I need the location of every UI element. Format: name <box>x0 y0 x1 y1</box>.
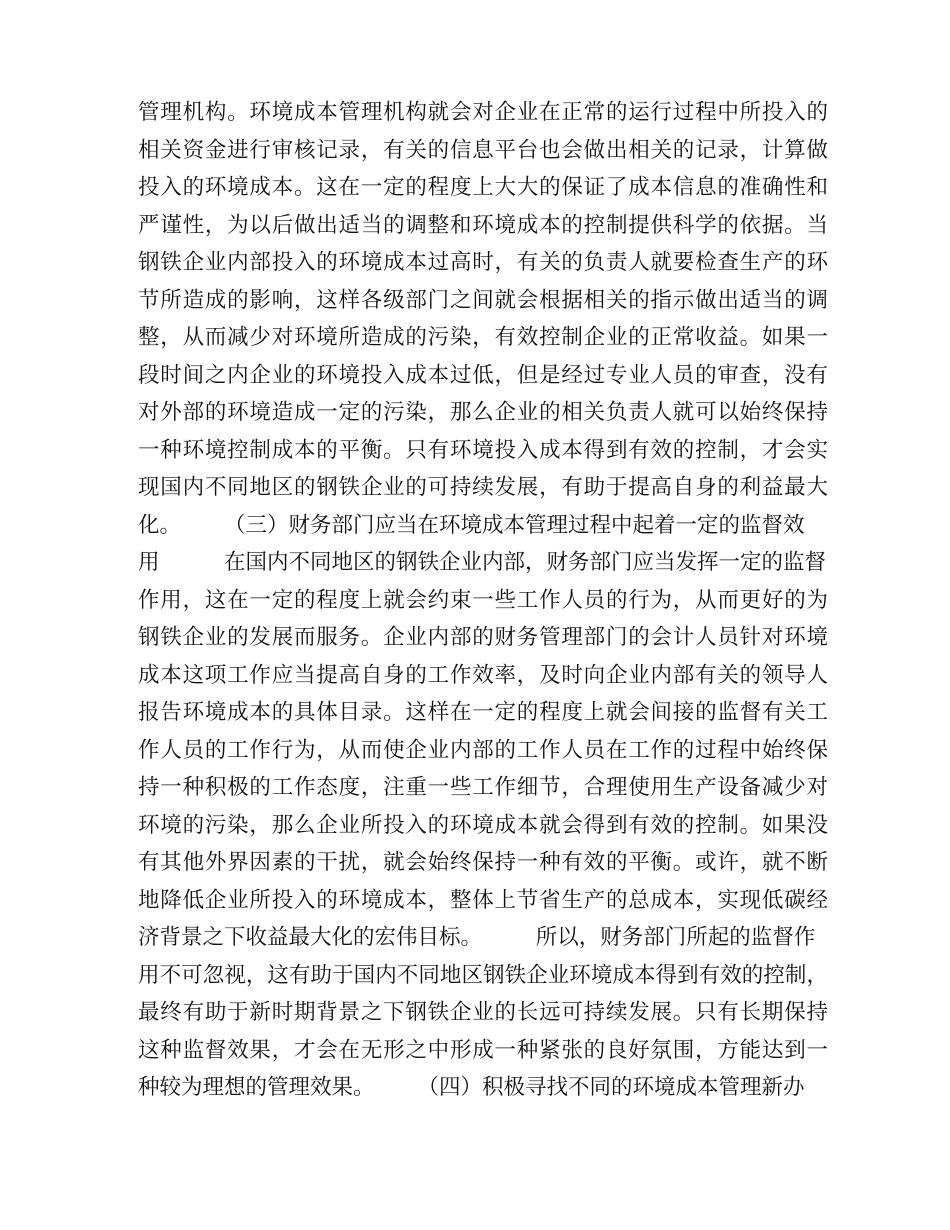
text-line: 作用，这在一定的程度上就会约束一些工作人员的行为，从而更好的为 <box>138 587 828 613</box>
text-line: 报告环境成本的具体目录。这样在一定的程度上就会间接的监督有关工 <box>138 700 828 725</box>
text-line: 节所造成的影响，这样各级部门之间就会根据相关的指示做出适当的调 <box>138 287 828 313</box>
text-line: 有其他外界因素的干扰，就会始终保持一种有效的平衡。或许，就不断 <box>138 850 828 875</box>
text-line: 钢铁企业的发展而服务。企业内部的财务管理部门的会计人员针对环境 <box>138 625 828 650</box>
text-line: 严谨性，为以后做出适当的调整和环境成本的控制提供科学的依据。当 <box>138 212 828 238</box>
text-line: 相关资金进行审核记录，有关的信息平台也会做出相关的记录，计算做 <box>138 137 828 163</box>
text-line: 成本这项工作应当提高自身的工作效率，及时向企业内部有关的领导人 <box>138 662 828 688</box>
text-line: 段时间之内企业的环境投入成本过低，但是经过专业人员的审查，没有 <box>138 362 828 388</box>
text-line: 整，从而减少对环境所造成的污染，有效控制企业的正常收益。如果一 <box>138 325 828 350</box>
text-line: 作人员的工作行为，从而使企业内部的工作人员在工作的过程中始终保 <box>138 737 828 763</box>
text-line: 投入的环境成本。这在一定的程度上大大的保证了成本信息的准确性和 <box>138 175 828 200</box>
text-line: 用 在国内不同地区的钢铁企业内部，财务部门应当发挥一定的监督 <box>138 550 827 575</box>
text-line: 环境的污染，那么企业所投入的环境成本就会得到有效的控制。如果没 <box>138 812 828 838</box>
text-line: 现国内不同地区的钢铁企业的可持续发展，有助于提高自身的利益最大 <box>138 475 828 500</box>
text-line: 最终有助于新时期背景之下钢铁企业的长远可持续发展。只有长期保持 <box>138 1000 828 1025</box>
text-line: 用不可忽视，这有助于国内不同地区钢铁企业环境成本得到有效的控制， <box>138 962 828 988</box>
text-line: 种较为理想的管理效果。 （四）积极寻找不同的环境成本管理新办 <box>138 1075 805 1100</box>
text-line: 化。 （三）财务部门应当在环境成本管理过程中起着一定的监督效 <box>138 512 805 538</box>
text-line: 这种监督效果，才会在无形之中形成一种紧张的良好氛围，方能达到一 <box>138 1037 828 1063</box>
text-line: 钢铁企业内部投入的环境成本过高时，有关的负责人就要检查生产的环 <box>138 250 828 275</box>
text-line: 一种环境控制成本的平衡。只有环境投入成本得到有效的控制，才会实 <box>138 437 828 463</box>
body-text <box>138 94 828 1107</box>
text-line: 对外部的环境造成一定的污染，那么企业的相关负责人就可以始终保持 <box>138 400 828 425</box>
text-line: 地降低企业所投入的环境成本，整体上节省生产的总成本，实现低碳经 <box>138 887 828 913</box>
text-line: 济背景之下收益最大化的宏伟目标。 所以，财务部门所起的监督作 <box>138 925 816 950</box>
text-line: 持一种积极的工作态度，注重一些工作细节，合理使用生产设备减少对 <box>138 775 828 800</box>
text-line: 管理机构。环境成本管理机构就会对企业在正常的运行过程中所投入的 <box>138 100 828 125</box>
